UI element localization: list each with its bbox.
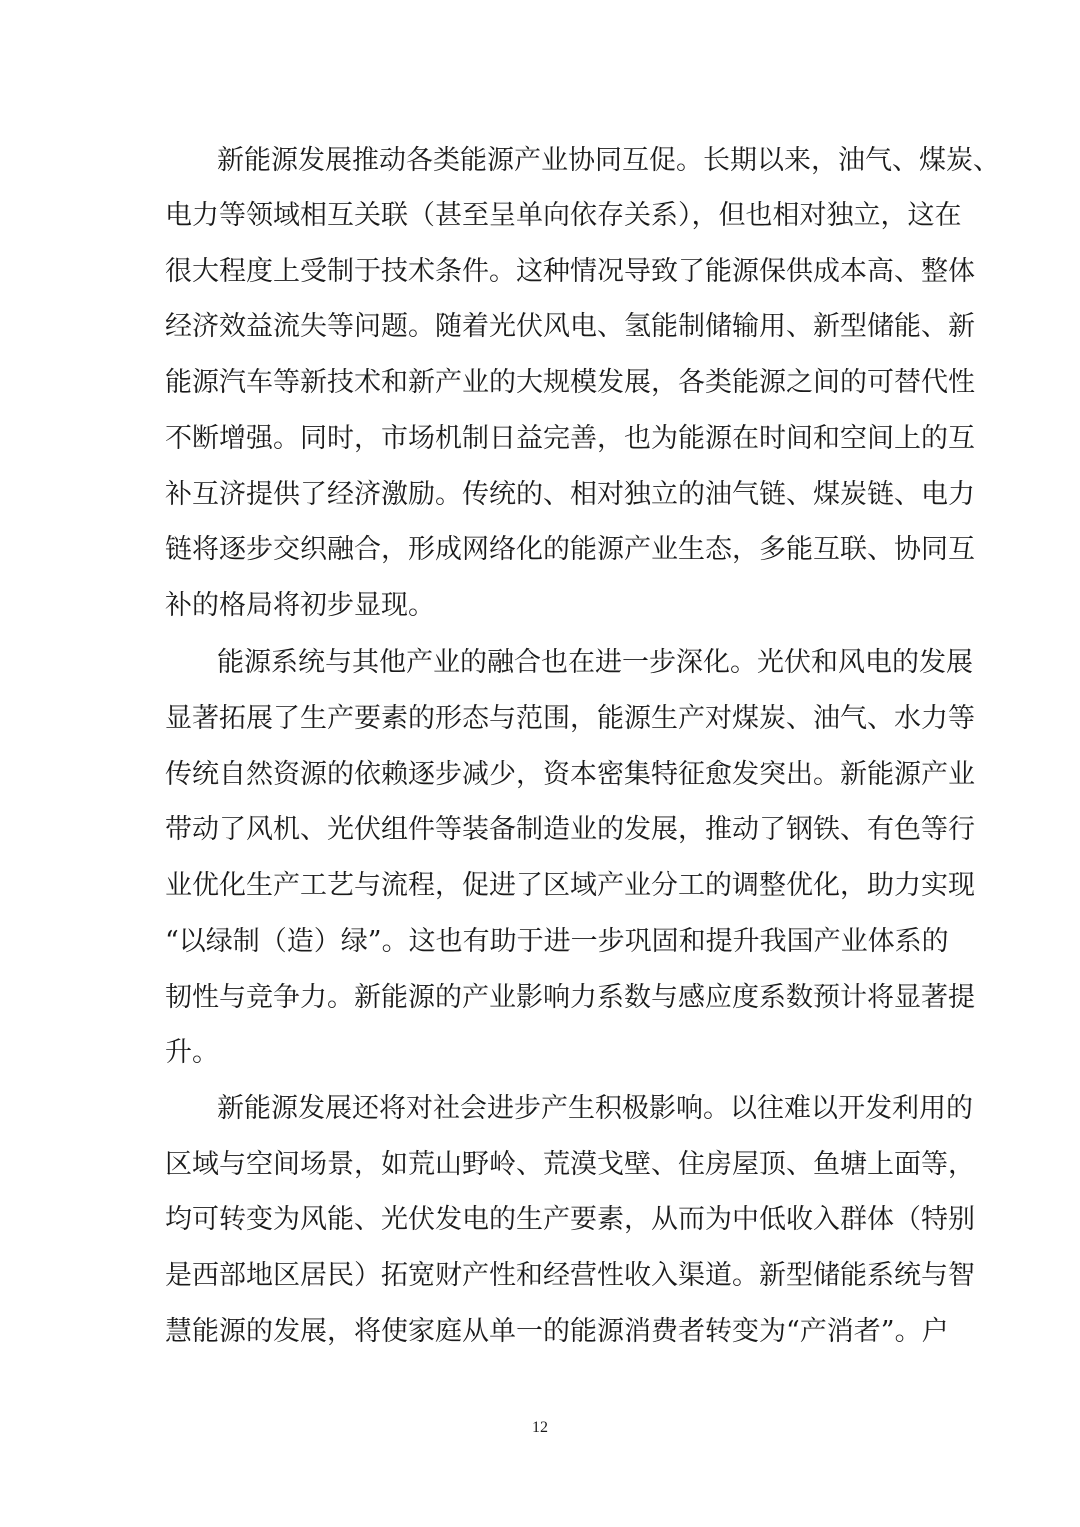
paragraph-line: 带动了风机、光伏组件等装备制造业的发展，推动了钢铁、有色等行	[165, 814, 975, 845]
paragraph-line: 韧性与竞争力。新能源的产业影响力系数与感应度系数预计将显著提	[165, 982, 975, 1013]
paragraph-line: 是西部地区居民）拓宽财产性和经营性收入渠道。新型储能系统与智	[165, 1260, 975, 1291]
paragraph-line: 区域与空间场景，如荒山野岭、荒漠戈壁、住房屋顶、鱼塘上面等，	[165, 1149, 975, 1180]
paragraph-line: 链将逐步交织融合，形成网络化的能源产业生态，多能互联、协同互	[165, 534, 975, 565]
paragraph-line: 很大程度上受制于技术条件。这种情况导致了能源保供成本高、整体	[165, 256, 975, 287]
paragraph-line: 经济效益流失等问题。随着光伏风电、氢能制储输用、新型储能、新	[165, 311, 975, 342]
paragraph-line: 新能源发展还将对社会进步产生积极影响。以往难以开发利用的	[217, 1093, 973, 1124]
page-number: 12	[532, 1419, 548, 1436]
paragraph-line: 不断增强。同时，市场机制日益完善，也为能源在时间和空间上的互	[165, 423, 975, 454]
paragraph-line: “以绿制（造）绿”。这也有助于进一步巩固和提升我国产业体系的	[165, 926, 949, 957]
paragraph-line: 传统自然资源的依赖逐步减少，资本密集特征愈发突出。新能源产业	[165, 759, 975, 790]
paragraph-line: 补的格局将初步显现。	[165, 590, 435, 621]
paragraph-line: 新能源发展推动各类能源产业协同互促。长期以来，油气、煤炭、	[217, 145, 1000, 176]
paragraph-line: 升。	[165, 1037, 219, 1068]
paragraph-line: 显著拓展了生产要素的形态与范围，能源生产对煤炭、油气、水力等	[165, 703, 975, 734]
paragraph-line: 慧能源的发展，将使家庭从单一的能源消费者转变为“产消者”。户	[165, 1316, 949, 1347]
paragraph-line: 电力等领域相互关联（甚至呈单向依存关系），但也相对独立，这在	[165, 200, 962, 231]
paragraph-line: 补互济提供了经济激励。传统的、相对独立的油气链、煤炭链、电力	[165, 479, 975, 510]
paragraph-line: 能源系统与其他产业的融合也在进一步深化。光伏和风电的发展	[217, 647, 973, 678]
paragraph-line: 业优化生产工艺与流程，促进了区域产业分工的调整优化，助力实现	[165, 870, 975, 901]
paragraph-line: 能源汽车等新技术和新产业的大规模发展，各类能源之间的可替代性	[165, 367, 975, 398]
paragraph-line: 均可转变为风能、光伏发电的生产要素，从而为中低收入群体（特别	[165, 1204, 975, 1235]
